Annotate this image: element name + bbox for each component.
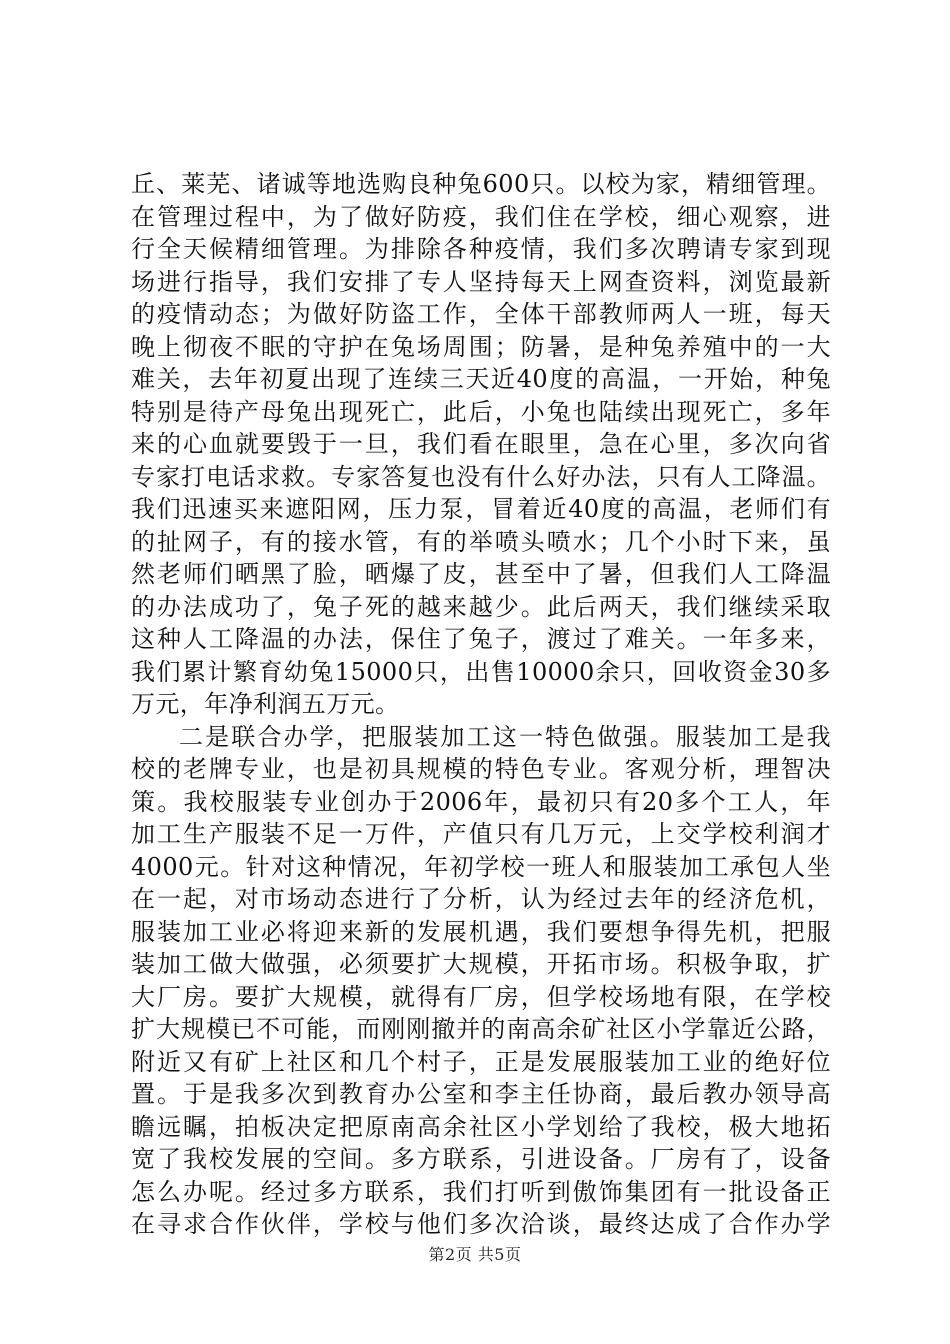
text-line: 的办法成功了，兔子死的越来越少。此后两天，我们继续采取 [131,592,831,621]
paragraph-end-line: 万元，年净利润五万元。 [131,690,400,718]
text-line: 然老师们晒黑了脸，晒爆了皮，甚至中了暑，但我们人工降温 [131,560,831,588]
body-text [131,168,831,1241]
text-line: 大厂房。要扩大规模，就得有厂房，但学校场地有限，在学校 [131,982,831,1011]
text-line: 宽了我校发展的空间。多方联系，引进设备。厂房有了，设备 [131,1145,831,1173]
text-line: 难关，去年初夏出现了连续三天近40度的高温，一开始，种兔 [131,365,831,393]
text-line: 的扯网子，有的接水管，有的举喷头喷水；几个小时下来，虽 [131,527,831,556]
text-line: 加工生产服装不足一万件，产值只有几万元，上交学校利润才 [131,820,831,848]
text-line: 我们迅速买来遮阳网，压力泵，冒着近40度的高温，老师们有 [131,495,831,523]
text-line: 4000元。针对这种情况，年初学校一班人和服装加工承包人坐 [131,852,831,881]
page-number-footer: 第2页 共5页 [428,1245,522,1264]
text-line: 我们累计繁育幼兔15000只，出售10000余只，回收资金30多 [131,657,831,686]
text-line: 在管理过程中，为了做好防疫，我们住在学校，细心观察，进 [131,202,831,231]
text-line: 行全天候精细管理。为排除各种疫情，我们多次聘请专家到现 [131,235,831,263]
text-line: 附近又有矿上社区和几个村子，正是发展服装加工业的绝好位 [131,1047,831,1076]
text-line: 场进行指导，我们安排了专人坚持每天上网查资料，浏览最新 [131,267,831,296]
text-line: 的疫情动态；为做好防盗工作，全体干部教师两人一班，每天 [131,300,831,328]
text-line: 丘、莱芜、诸诚等地选购良种兔600只。以校为家，精细管理。 [131,170,831,198]
text-line: 这种人工降温的办法，保住了兔子，渡过了难关。一年多来， [131,625,831,653]
text-line: 在寻求合作伙伴，学校与他们多次洽谈，最终达成了合作办学 [131,1210,831,1238]
text-line: 瞻远瞩，拍板决定把原南高余社区小学划给了我校，极大地拓 [131,1112,831,1141]
text-line: 特别是待产母兔出现死亡，此后，小兔也陆续出现死亡，多年 [131,397,831,426]
text-line: 晚上彻夜不眠的守护在兔场周围；防暑，是种兔养殖中的一大 [131,332,831,361]
text-line: 在一起，对市场动态进行了分析，认为经过去年的经济危机， [131,885,831,913]
paragraph-start-line: 二是联合办学，把服装加工这一特色做强。服装加工是我 [179,722,831,751]
text-line: 校的老牌专业，也是初具规模的特色专业。客观分析，理智决 [131,755,831,783]
text-line: 装加工做大做强，必须要扩大规模，开拓市场。积极争取，扩 [131,950,831,978]
text-line: 置。于是我多次到教育办公室和李主任协商，最后教办领导高 [131,1080,831,1108]
text-line: 专家打电话求救。专家答复也没有什么好办法，只有人工降温。 [131,462,831,491]
text-line: 策。我校服装专业创办于2006年，最初只有20多个工人，年 [131,787,831,816]
text-line: 扩大规模已不可能，而刚刚撤并的南高余矿社区小学靠近公路， [131,1015,831,1043]
text-line: 服装加工业必将迎来新的发展机遇，我们要想争得先机，把服 [131,917,831,946]
text-line: 来的心血就要毁于一旦，我们看在眼里，急在心里，多次向省 [131,430,831,458]
text-line: 怎么办呢。经过多方联系，我们打听到傲饰集团有一批设备正 [131,1177,831,1206]
